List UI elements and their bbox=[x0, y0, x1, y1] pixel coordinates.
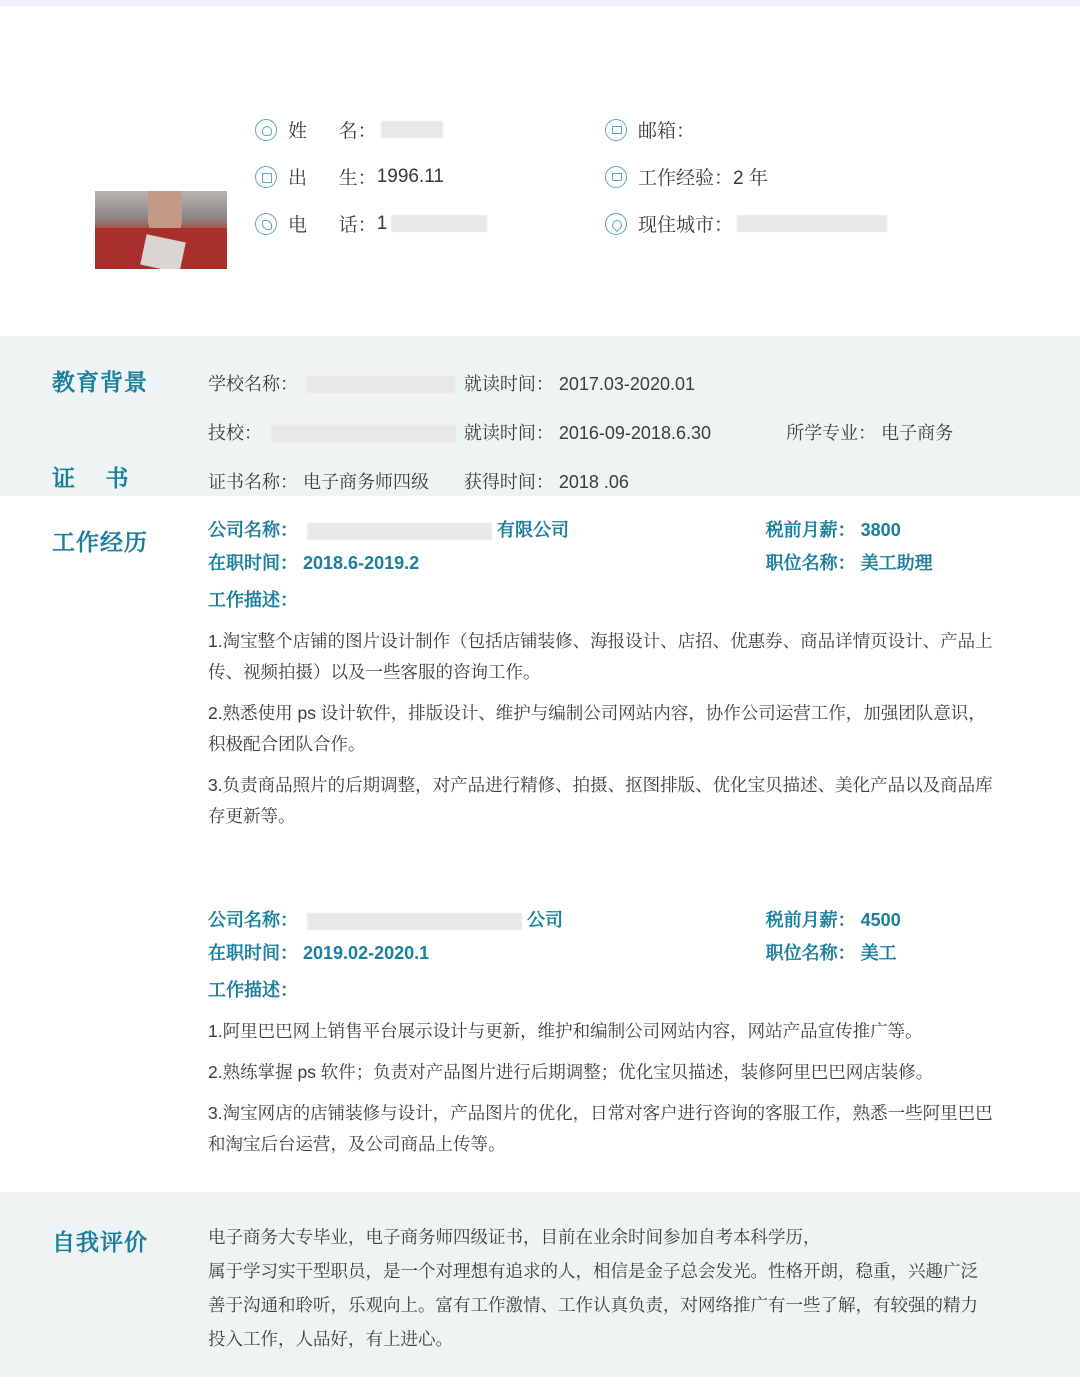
education-tech-period bbox=[464, 419, 786, 445]
job-desc-item: 2.熟悉使用 ps 设计软件，排版设计、维护与编制公司网站内容，协作公司运营工作，加强团队意识，积极配合团队合作。 bbox=[208, 703, 986, 754]
personal-info-row bbox=[255, 200, 1015, 247]
self-evaluation-section bbox=[0, 1192, 1080, 1377]
education-tech-school-label: 技校： bbox=[208, 422, 262, 443]
job-salary-value: 3800 bbox=[860, 520, 901, 540]
job-company-label: 公司名称： bbox=[208, 520, 298, 540]
job-salary-value: 4500 bbox=[860, 910, 901, 930]
job-desc-item: 1.阿里巴巴网上销售平台展示设计与更新，维护和编制公司网站内容，网站产品宣传推广等。 bbox=[208, 1021, 923, 1041]
personal-info-row bbox=[255, 106, 1015, 153]
field-city-label: 现住城市： bbox=[638, 215, 734, 236]
field-city bbox=[605, 210, 887, 237]
education-tech-school-redaction bbox=[271, 425, 456, 442]
job-salary bbox=[766, 904, 1020, 937]
field-name bbox=[255, 116, 605, 143]
field-name-redaction bbox=[381, 121, 443, 138]
job-desc-item: 3.淘宝网店的店铺装修与设计，产品图片的优化，日常对客户进行咨询的客服工作，熟悉一些阿里巴巴和淘宝后台运营，及公司商品上传等。 bbox=[208, 1103, 993, 1154]
calendar-icon bbox=[255, 166, 277, 188]
job-position-label: 职位名称： bbox=[765, 943, 856, 963]
mail-icon bbox=[605, 119, 627, 141]
personal-info-row bbox=[255, 153, 1015, 200]
work-title: 工作经历 bbox=[52, 529, 148, 555]
education-tech-school bbox=[208, 419, 464, 445]
applicant-photo bbox=[95, 191, 227, 269]
education-rows bbox=[208, 358, 1040, 505]
section-divider bbox=[0, 1180, 1080, 1192]
job-period-label: 在职时间： bbox=[208, 943, 298, 963]
resume-header bbox=[0, 0, 1080, 336]
certificate-name bbox=[208, 468, 464, 494]
job-company-label: 公司名称： bbox=[208, 910, 298, 930]
job-spacer bbox=[208, 842, 1020, 904]
education-row bbox=[208, 358, 1040, 407]
job-company-redaction bbox=[307, 523, 492, 540]
field-email-label: 邮箱： bbox=[638, 121, 696, 142]
field-experience bbox=[605, 163, 768, 190]
education-title: 教育背景 bbox=[52, 369, 148, 395]
self-evaluation-line: 投入工作，人品好，有上进心。 bbox=[208, 1329, 453, 1349]
field-phone-label: 电 话： bbox=[288, 215, 377, 236]
job-entry bbox=[208, 514, 1020, 832]
self-evaluation-line: 属于学习实干型职员，是一个对理想有追求的人，相信是金子总会发光。性格开朗，稳重，兴趣广泛 bbox=[208, 1261, 978, 1281]
job-company-value: 公司 bbox=[527, 910, 564, 930]
field-experience-label: 工作经验： bbox=[638, 168, 734, 189]
job-desc-label: 工作描述： bbox=[208, 590, 298, 610]
self-evaluation-title: 自我评价 bbox=[52, 1229, 148, 1255]
phone-icon bbox=[255, 213, 277, 235]
job-header-line bbox=[208, 904, 1020, 937]
job-position bbox=[766, 937, 1020, 970]
personal-info-grid bbox=[255, 106, 1015, 247]
job-salary-label: 税前月薪： bbox=[765, 910, 856, 930]
job-period-label: 在职时间： bbox=[208, 553, 298, 573]
education-major-value: 电子商务 bbox=[881, 422, 954, 443]
job-position-value: 美工助理 bbox=[860, 553, 933, 573]
certificate-date-label: 获得时间： bbox=[463, 471, 554, 492]
education-tech-period-label: 就读时间： bbox=[463, 422, 554, 443]
self-evaluation-line: 电子商务大专毕业，电子商务师四级证书，目前在业余时间参加自考本科学历， bbox=[208, 1227, 821, 1247]
field-city-redaction bbox=[737, 215, 887, 232]
education-tech-period-value: 2016-09-2018.6.30 bbox=[558, 422, 711, 443]
user-icon bbox=[255, 119, 277, 141]
job-position bbox=[766, 547, 1020, 580]
job-period-value: 2018.6-2019.2 bbox=[303, 553, 420, 573]
job-salary bbox=[766, 514, 1020, 547]
education-major-label: 所学专业： bbox=[786, 422, 877, 443]
job-company bbox=[208, 514, 766, 547]
job-salary-label: 税前月薪： bbox=[765, 520, 856, 540]
field-email bbox=[605, 116, 695, 143]
self-evaluation-line: 善于沟通和聆听，乐观向上。富有工作激情、工作认真负责，对网络推广有一些了解，有较强的精力 bbox=[208, 1295, 978, 1315]
certificate-name-value: 电子商务师四级 bbox=[303, 471, 430, 492]
pin-icon bbox=[605, 213, 627, 235]
job-period-line bbox=[208, 547, 1020, 580]
field-birth-label: 出 生： bbox=[288, 168, 377, 189]
work-section bbox=[0, 496, 1080, 1180]
work-body bbox=[208, 496, 1080, 1160]
job-company-value: 有限公司 bbox=[497, 520, 570, 540]
certificate-name-label: 证书名称： bbox=[208, 471, 298, 492]
job-company bbox=[208, 904, 766, 937]
field-birth bbox=[255, 163, 605, 190]
certificate-date-value: 2018 .06 bbox=[558, 471, 629, 492]
education-row bbox=[208, 407, 1040, 456]
job-company-redaction bbox=[307, 913, 522, 930]
education-school bbox=[208, 370, 464, 396]
job-header-line bbox=[208, 514, 1020, 547]
certificate-title: 证 书 bbox=[52, 465, 130, 491]
certificate-date bbox=[464, 468, 786, 494]
field-name-label: 姓 名： bbox=[288, 121, 377, 142]
field-phone-value: 1 bbox=[376, 212, 388, 234]
field-birth-value: 1996.11 bbox=[376, 165, 444, 187]
education-school-label: 学校名称： bbox=[208, 373, 298, 394]
field-phone-redaction bbox=[391, 215, 487, 232]
job-position-value: 美工 bbox=[860, 943, 897, 963]
self-evaluation-body bbox=[208, 1220, 1020, 1356]
education-section bbox=[0, 336, 1080, 496]
education-school-redaction bbox=[307, 376, 455, 393]
job-period-value: 2019.02-2020.1 bbox=[303, 943, 430, 963]
education-major bbox=[786, 419, 1040, 445]
job-desc-item: 3.负责商品照片的后期调整，对产品进行精修、拍摄、抠图排版、优化宝贝描述、美化产品以及商品库存更新等。 bbox=[208, 775, 993, 826]
briefcase-icon bbox=[605, 166, 627, 188]
field-phone bbox=[255, 210, 605, 237]
education-period-label: 就读时间： bbox=[463, 373, 554, 394]
job-desc-item: 1.淘宝整个店铺的图片设计制作（包括店铺装修、海报设计、店招、优惠券、商品详情页设计、产品上传、视频拍摄）以及一些客服的咨询工作。 bbox=[208, 631, 993, 682]
education-period bbox=[464, 370, 786, 396]
job-period bbox=[208, 937, 766, 970]
job-entry bbox=[208, 904, 1020, 1160]
field-experience-value: 2 年 bbox=[733, 168, 768, 189]
job-position-label: 职位名称： bbox=[765, 553, 856, 573]
education-period-value: 2017.03-2020.01 bbox=[558, 373, 695, 394]
job-period-line bbox=[208, 937, 1020, 970]
job-desc-item: 2.熟练掌握 ps 软件；负责对产品图片进行后期调整；优化宝贝描述，装修阿里巴巴网店装修。 bbox=[208, 1062, 934, 1082]
job-period bbox=[208, 547, 766, 580]
job-desc-label: 工作描述： bbox=[208, 980, 298, 1000]
